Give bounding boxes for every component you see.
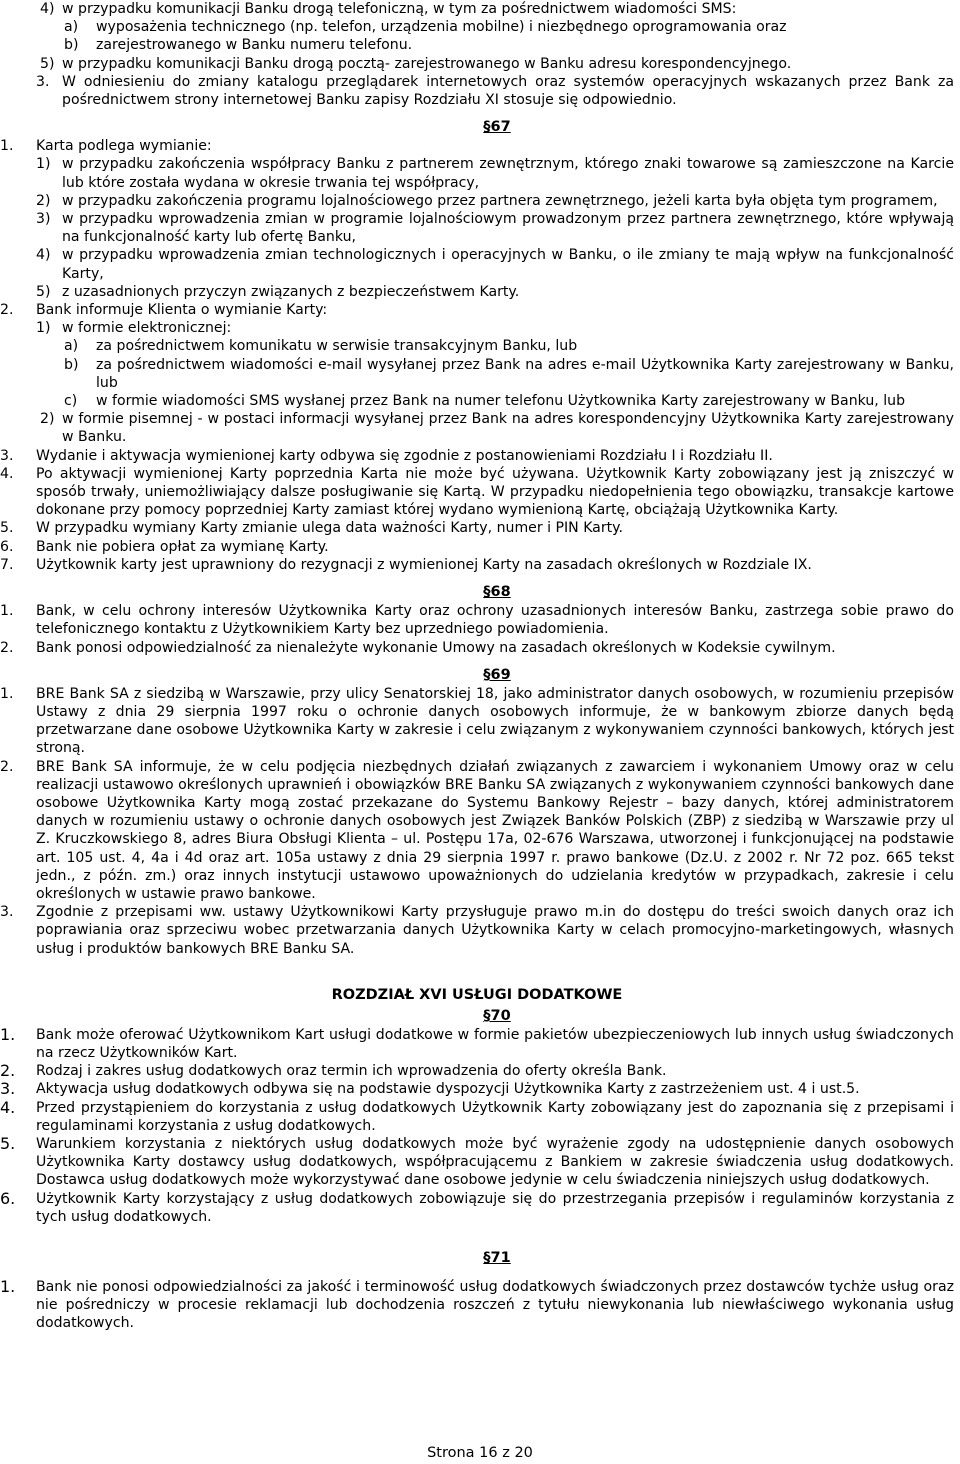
item-number: 3) [36, 211, 51, 228]
list-item [0, 1278, 954, 1333]
list-item [0, 685, 954, 758]
item-text: Zgodnie z przepisami ww. ustawy Użytkownikowi Karty przysługuje prawo m.in do dostępu do treści swoich danych oraz ich poprawiania oraz sprzeciwu wobec przetwarzania danych Użytkownika Karty w celach promocyjno-marketingowych, własnych usług i produktów bankowych BRE Banku SA. [36, 904, 954, 957]
list-item [0, 192, 954, 210]
list-item [0, 356, 954, 392]
list-item [0, 538, 954, 556]
item-number: 6. [0, 538, 14, 555]
item-text: BRE Bank SA z siedzibą w Warszawie, przy ulicy Senatorskiej 18, jako administrator danych osobowych, w rozumieniu przepisów Ustawy z dnia 29 sierpnia 1997 roku o ochronie danych osobowych informuje, że w bankowym zbiorze danych będą przetwarzane dane osobowe Użytkownika Karty w zakresie i celu związanym z wykonywaniem czynności bankowych, których jest stroną. [36, 685, 954, 757]
list-item [0, 137, 954, 155]
item-text: w przypadku zakończenia programu lojalnościowego przez partnera zewnętrznego, jeżeli karta była objęta tym programem, [62, 192, 938, 209]
item-number: 2. [0, 639, 14, 656]
item-text: za pośrednictwem komunikatu w serwisie transakcyjnym Banku, lub [96, 338, 578, 355]
item-text: Bank ponosi odpowiedzialność za nienależyte wykonanie Umowy na zasadach określonych w Kodeksie cywilnym. [36, 639, 836, 656]
page-footer: Strona 16 z 20 [427, 1445, 533, 1461]
item-text: Karta podlega wymianie: [36, 138, 212, 155]
list-item [0, 337, 954, 355]
item-number: 5. [0, 520, 14, 537]
item-number: 7. [0, 556, 14, 573]
item-text: Warunkiem korzystania z niektórych usług dodatkowych może być wyrażenie zgody na udostępnienie danych osobowych Użytkownika Karty dostawcy usług dodatkowych, współpracującemu z Bankiem w zakresie świadczenia usług dodatkowych. Dostawca usług dodatkowych może wykorzystywać dane osobowe jedynie w celu świadczenia niniejszych usług dodatkowych. [36, 1135, 954, 1189]
item-text: W odniesieniu do zmiany katalogu przeglądarek internetowych oraz systemów operacyjnych wskazanych przez Bank za pośrednictwem strony internetowej Banku zapisy Rozdziału XI stosuje się odpowiednio. [62, 73, 954, 109]
item-number: 1. [0, 1024, 16, 1044]
item-text: Bank informuje Klienta o wymianie Karty: [36, 302, 328, 319]
list-item [0, 0, 954, 18]
list-item [0, 301, 954, 319]
item-number: b) [64, 37, 79, 54]
item-text: Aktywacja usług dodatkowych odbywa się na podstawie dyspozycji Użytkownika Karty z zastrzeżeniem ust. 4 i ust.5. [36, 1081, 860, 1098]
item-number: 4) [40, 1, 55, 17]
item-number: 5. [0, 1133, 16, 1153]
item-text: w formie pisemnej - w postaci informacji wysyłanej przez Bank na adres korespondencyjny Użytkownika Karty zarejestrowany w Banku. [62, 411, 954, 446]
item-number: 1. [0, 138, 14, 155]
list-item [0, 36, 954, 54]
item-text: za pośrednictwem wiadomości e-mail wysyłanej przez Bank na adres e-mail Użytkownika Karty zarejestrowany w Banku, lub [96, 356, 954, 391]
section-heading-69: §69 [483, 666, 511, 683]
list-item [0, 1135, 954, 1190]
list-item [0, 639, 954, 657]
item-text: zarejestrowanego w Banku numeru telefonu. [96, 37, 413, 54]
item-text: Rodzaj i zakres usług dodatkowych oraz termin ich wprowadzenia do oferty określa Bank. [36, 1063, 667, 1080]
item-number: 4. [0, 1097, 16, 1117]
item-number: 5) [40, 55, 55, 72]
item-number: 4) [36, 247, 51, 264]
list-item [0, 73, 954, 109]
item-text: Użytkownik Karty korzystający z usług dodatkowych zobowiązuje się do przestrzegania przepisów i regulaminów korzystania z tych usług dodatkowych. [36, 1190, 954, 1225]
item-text: w formie wiadomości SMS wysłanej przez Bank na numer telefonu Użytkownika Karty zarejestrowany w Banku, lub [96, 393, 906, 410]
item-text: w przypadku zakończenia współpracy Banku z partnerem zewnętrznym, którego znaki towarowe są zamieszczone na Karcie lub które została wydana w okresie trwania tej współpracy, [62, 156, 954, 191]
list-item [0, 55, 954, 73]
item-number: 2. [0, 302, 14, 319]
list-item [0, 210, 954, 246]
item-number: 2. [0, 1061, 16, 1081]
item-number: 2) [40, 411, 55, 428]
item-number: b) [64, 356, 79, 373]
item-number: 1) [36, 320, 51, 337]
list-item [0, 283, 954, 301]
list-item [0, 410, 954, 446]
item-number: 2) [36, 192, 51, 209]
item-text: w przypadku komunikacji Banku drogą telefoniczną, w tym za pośrednictwem wiadomości SMS: [62, 1, 737, 17]
list-item [0, 1099, 954, 1135]
list-item [0, 556, 954, 574]
list-item [0, 447, 954, 465]
item-number: 1. [0, 603, 14, 620]
list-item [0, 465, 954, 520]
item-text: Wydanie i aktywacja wymienionej karty odbywa się zgodnie z postanowieniami Rozdziału I i Rozdziału II. [36, 447, 773, 464]
item-number: 6. [0, 1188, 16, 1208]
item-text: Bank nie pobiera opłat za wymianę Karty. [36, 538, 329, 555]
item-number: a) [64, 338, 79, 355]
list-item [0, 1062, 954, 1080]
item-text: W przypadku wymiany Karty zmianie ulega data ważności Karty, numer i PIN Karty. [36, 520, 623, 537]
list-item [0, 758, 954, 904]
item-text: Przed przystąpieniem do korzystania z usług dodatkowych Użytkownik Karty zobowiązany jest do zapoznania się z przepisami i regulaminami korzystania z usług dodatkowych. [36, 1099, 954, 1134]
list-item [0, 18, 954, 36]
item-text: Po aktywacji wymienionej Karty poprzednia Karta nie może być używana. Użytkownik Karty zobowiązany jest ją zniszczyć w sposób trwały, uniemożliwiający dalsze posługiwanie się Kartą. W przypadku niedopełnienia tego obowiązku, transakcje kartowe dokonane przy pomocy poprzedniej Karty zamiast której wydano wymienioną Kartę, obciążają Użytkownika Karty. [36, 465, 954, 519]
chapter-title: ROZDZIAŁ XVI USŁUGI DODATKOWE [331, 986, 623, 1003]
list-item [0, 319, 954, 337]
item-text: BRE Bank SA informuje, że w celu podjęcia niezbędnych działań związanych z zawarciem i wykonaniem Umowy oraz w celu realizacji ustawowo określonych uprawnień i obowiązków BRE Banku SA związanych z wykonywaniem czynności bankowych dane osobowe Użytkownika Karty mogą zostać przekazane do Systemu Bankowy Rejestr – bazy danych, której administratorem danych w rozumieniu ustawy o ochronie danych osobowych jest Związek Banków Polskich (ZBP) z siedzibą w Warszawie przy ul Z. Kruczkowskiego 8, adres Biura Obsługi Klienta – ul. Postępu 17a, 02-676 Warszawa, utworzonej i funkcjonującej na podstawie art. 105 ust. 4, 4a i 4d oraz art. 105a ustawy z dnia 29 sierpnia 1997 r. prawo bankowe (Dz.U. z 2002 r. Nr 72 poz. 665 tekst jedn., z późn. zm.) oraz innych instytucji ustawowo upoważnionych do udzielania kredytów w przypadkach, zakresie i celu określonych w ustawie prawo bankowe. [36, 758, 954, 902]
item-text: w przypadku komunikacji Banku drogą pocztą- zarejestrowanego w Banku adresu korespondencyjnego. [62, 55, 792, 72]
item-text: Bank nie ponosi odpowiedzialności za jakość i terminowość usług dodatkowych świadczonych przez dostawców tychże usług oraz nie pośredniczy w procesie reklamacji lub dochodzenia roszczeń z tytułu niewykonania lub niewłaściwego wykonania usług dodatkowych. [36, 1278, 954, 1332]
list-item [0, 602, 954, 638]
item-number: 1) [36, 156, 51, 173]
list-item [0, 1080, 954, 1098]
section-heading-71: §71 [483, 1249, 511, 1266]
item-text: Bank, w celu ochrony interesów Użytkownika Karty oraz ochrony uzasadnionych interesów Banku, zastrzega sobie prawo do telefonicznego kontaktu z Użytkownikiem Karty bez uprzedniego powiadomienia. [36, 603, 954, 638]
item-number: 3. [0, 1079, 16, 1099]
item-number: 1. [0, 1276, 16, 1296]
item-number: a) [64, 19, 79, 36]
list-item [0, 155, 954, 191]
list-item [0, 392, 954, 410]
item-number: 5) [36, 283, 51, 300]
section-heading-70: §70 [483, 1007, 511, 1024]
item-text: w przypadku wprowadzenia zmian w programie lojalnościowym prowadzonym przez partnera zewnętrznego, które wpływają na funkcjonalność karty lub ofertę Banku, [62, 211, 954, 246]
list-item [0, 903, 954, 958]
item-number: 3. [36, 73, 50, 90]
item-number: 3. [0, 447, 14, 464]
item-text: Bank może oferować Użytkownikom Kart usługi dodatkowe w formie pakietów ubezpieczeniowych lub innych usług świadczonych na rzecz Użytkowników Kart. [36, 1026, 954, 1061]
list-item [0, 1026, 954, 1062]
item-number: 4. [0, 465, 14, 482]
item-text: wyposażenia technicznego (np. telefon, urządzenia mobilne) i niezbędnego oprogramowania oraz [96, 19, 787, 36]
section-heading-68: §68 [483, 584, 511, 601]
item-number: 2. [0, 758, 14, 775]
item-text: w przypadku wprowadzenia zmian technologicznych i operacyjnych w Banku, o ile zmiany te mają wpływ na funkcjonalność Karty, [62, 247, 954, 282]
list-item [0, 1190, 954, 1226]
item-text: Użytkownik karty jest uprawniony do rezygnacji z wymienionej Karty na zasadach określonych w Rozdziale IX. [36, 556, 812, 573]
section-heading-67: §67 [483, 119, 511, 136]
list-item [0, 519, 954, 537]
item-number: 3. [0, 904, 14, 921]
list-item [0, 246, 954, 282]
item-number: 1. [0, 685, 14, 702]
item-text: w formie elektronicznej: [62, 320, 232, 337]
item-number: c) [64, 393, 78, 410]
item-text: z uzasadnionych przyczyn związanych z bezpieczeństwem Karty. [62, 283, 520, 300]
